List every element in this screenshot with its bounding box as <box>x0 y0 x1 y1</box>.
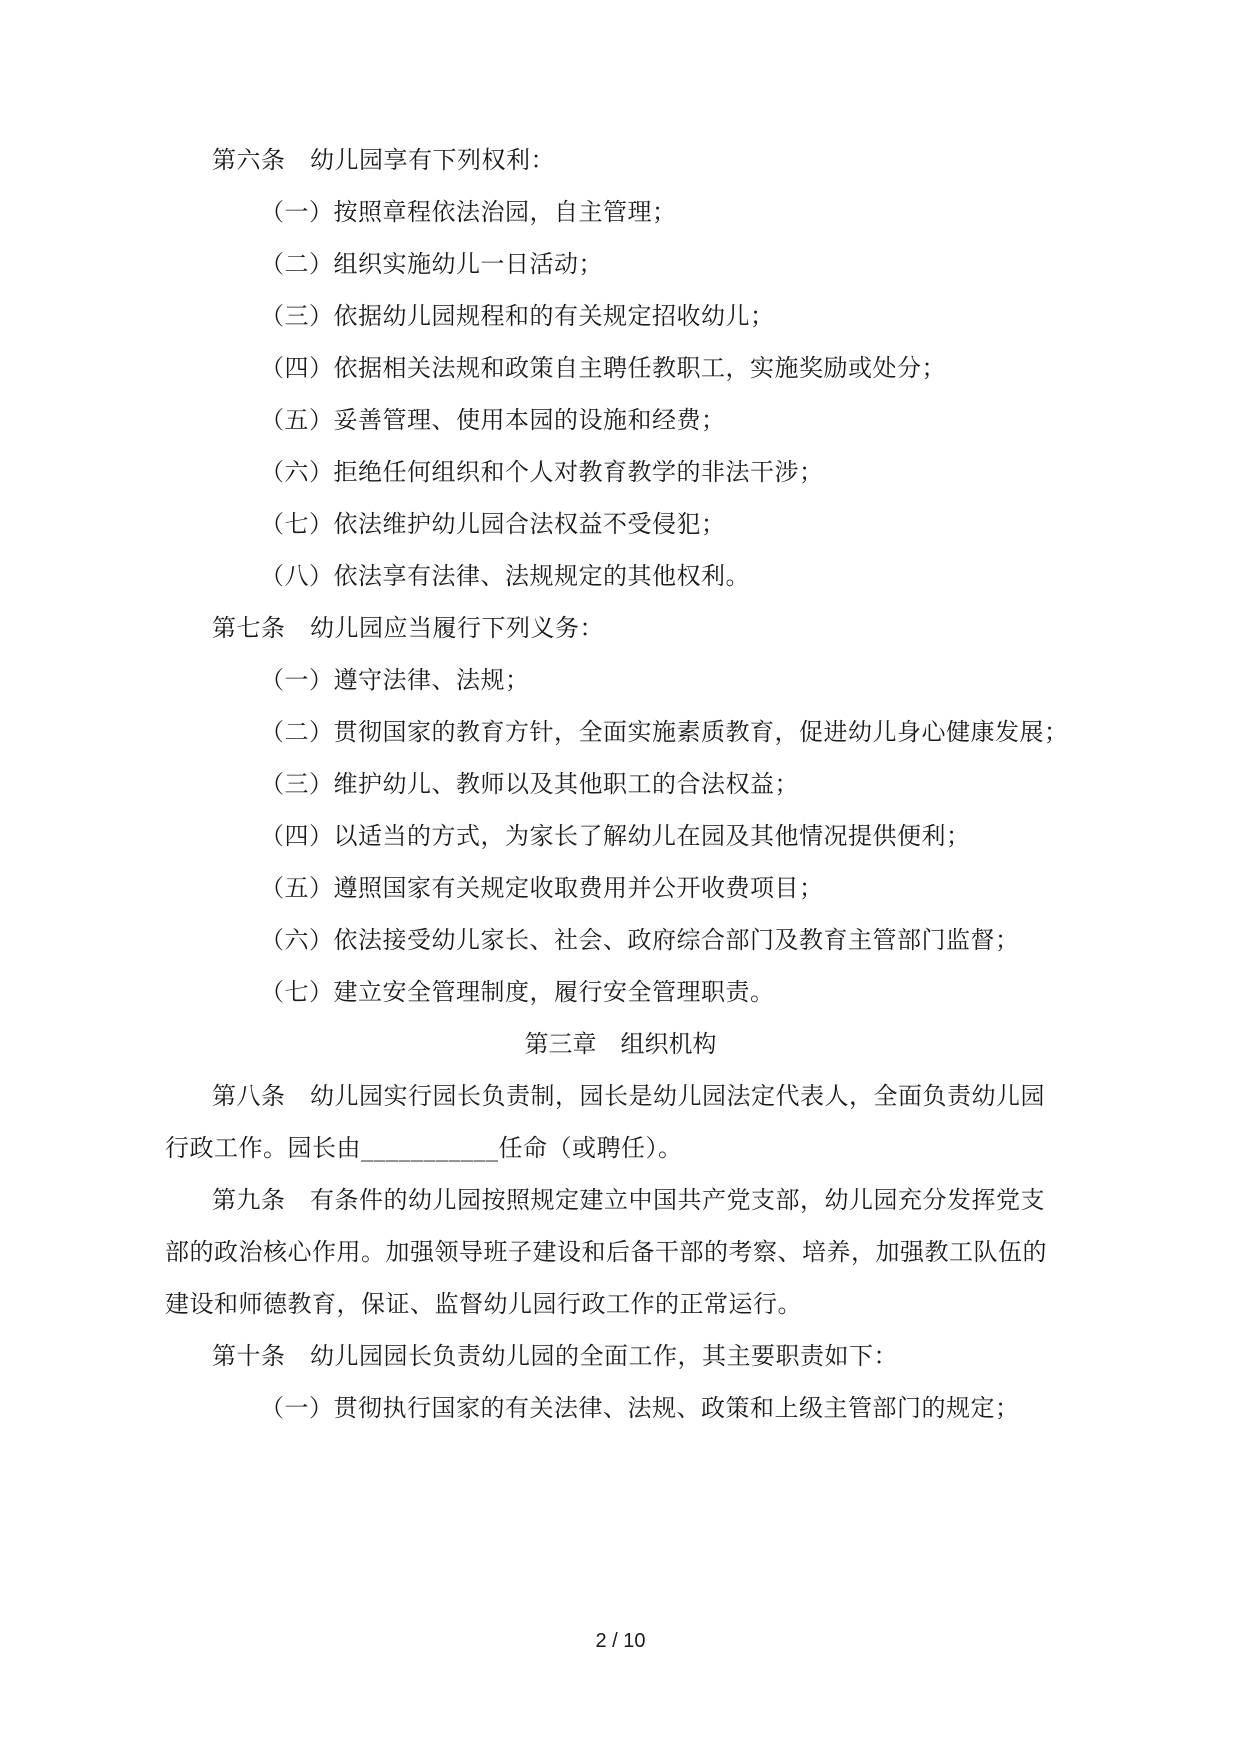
article-6-heading: 第六条 幼儿园享有下列权利： <box>212 146 555 174</box>
list-item: （三）依据幼儿园规程和的有关规定招收幼儿； <box>260 302 775 330</box>
article-9-line: 建设和师德教育，保证、监督幼儿园行政工作的正常运行。 <box>165 1290 802 1318</box>
list-item: （一）贯彻执行国家的有关法律、法规、政策和上级主管部门的规定； <box>260 1394 1020 1422</box>
list-item: （七）建立安全管理制度，履行安全管理职责。 <box>260 978 775 1006</box>
list-item: （四）以适当的方式，为家长了解幼儿在园及其他情况提供便利； <box>260 822 971 850</box>
list-item: （五）妥善管理、使用本园的设施和经费； <box>260 406 726 434</box>
list-item: （一）按照章程依法治园，自主管理； <box>260 198 677 226</box>
list-item: （八）依法享有法律、法规规定的其他权利。 <box>260 562 750 590</box>
list-item: （四）依据相关法规和政策自主聘任教职工，实施奖励或处分； <box>260 354 946 382</box>
article-8-line: 行政工作。园长由___________任命（或聘任）。 <box>165 1134 683 1162</box>
list-item: （七）依法维护幼儿园合法权益不受侵犯； <box>260 510 726 538</box>
list-item: （六）依法接受幼儿家长、社会、政府综合部门及教育主管部门监督； <box>260 926 1020 954</box>
list-item: （一）遵守法律、法规； <box>260 666 530 694</box>
article-9-line: 第九条 有条件的幼儿园按照规定建立中国共产党支部，幼儿园充分发挥党支 <box>212 1186 1045 1214</box>
list-item: （五）遵照国家有关规定收取费用并公开收费项目； <box>260 874 824 902</box>
list-item: （六）拒绝任何组织和个人对教育教学的非法干涉； <box>260 458 824 486</box>
article-7-heading: 第七条 幼儿园应当履行下列义务： <box>212 614 604 642</box>
article-9-line: 部的政治核心作用。加强领导班子建设和后备干部的考察、培养，加强教工队伍的 <box>165 1238 1047 1266</box>
list-item: （二）贯彻国家的教育方针，全面实施素质教育，促进幼儿身心健康发展； <box>260 718 1069 746</box>
list-item: （三）维护幼儿、教师以及其他职工的合法权益； <box>260 770 799 798</box>
list-item: （二）组织实施幼儿一日活动； <box>260 250 603 278</box>
article-8-line: 第八条 幼儿园实行园长负责制，园长是幼儿园法定代表人，全面负责幼儿园 <box>212 1082 1045 1110</box>
article-10-heading: 第十条 幼儿园园长负责幼儿园的全面工作，其主要职责如下： <box>212 1342 898 1370</box>
chapter-heading: 第三章 组织机构 <box>524 1030 717 1058</box>
page-number: 2 / 10 <box>595 1630 646 1652</box>
